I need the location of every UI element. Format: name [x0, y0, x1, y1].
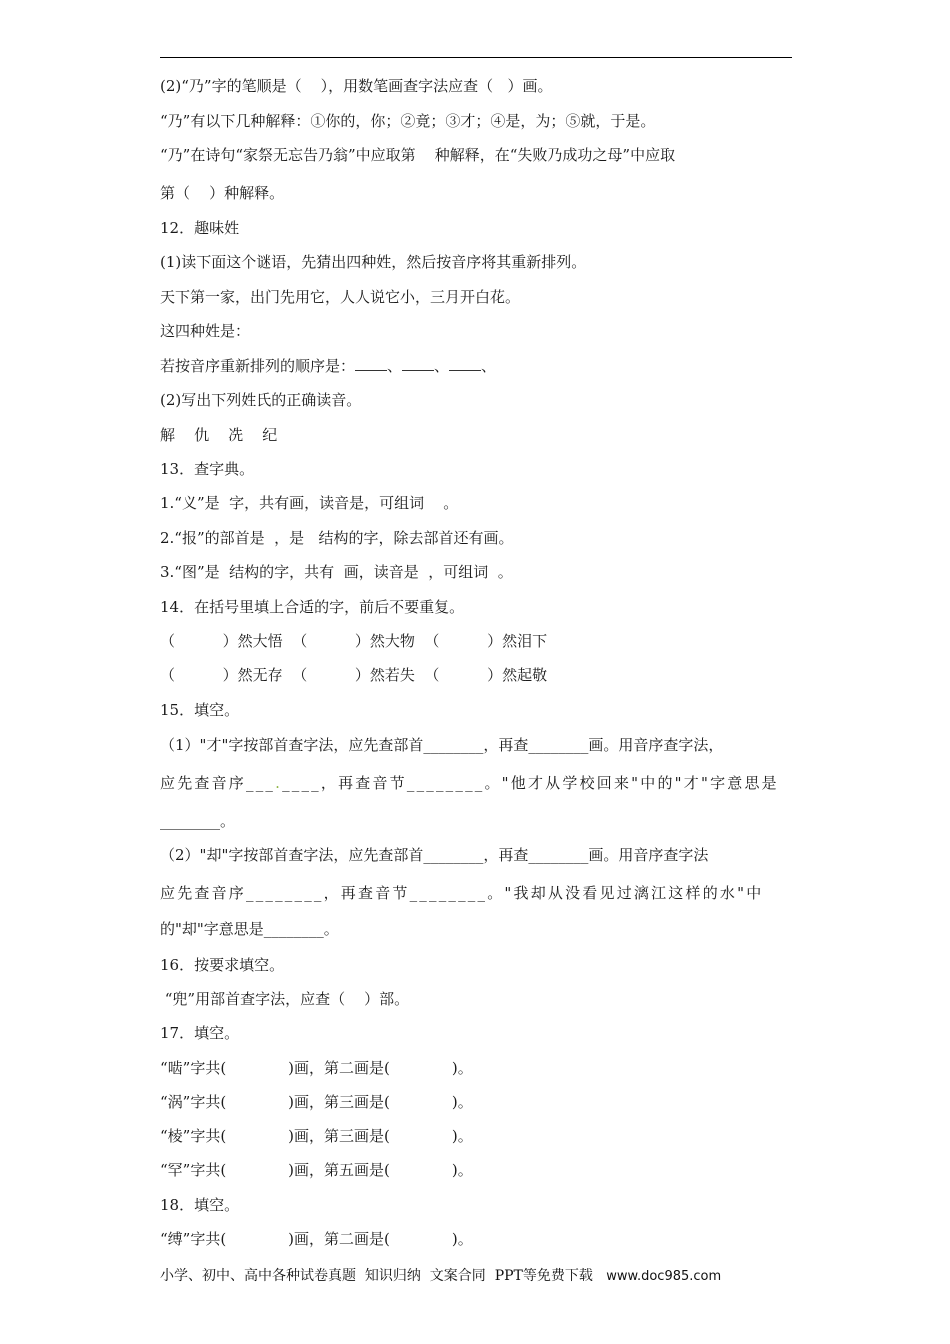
q15-part1-line2: 应先查音序___.____，再查音节________。"他才从学校回来"中的"才"字意思是 — [160, 774, 779, 792]
q17-item4: “罕”字共( )画，第五画是( )。 — [160, 1161, 473, 1179]
q11-answer-line: 第（ ）种解释。 — [160, 184, 285, 202]
q12-part2: (2)写出下列姓氏的正确读音。 — [160, 391, 362, 409]
q15-heading: 15．填空。 — [160, 701, 240, 719]
q17-item2: “涡”字共( )画，第三画是( )。 — [160, 1093, 473, 1111]
q13-item3: 3.“图”是 结构的字，共有 画，读音是 ，可组词 。 — [160, 563, 513, 581]
q15-part2-line1: （2）"却"字按部首查字法，应先查部首________，再查________画。用音序查字法 — [160, 846, 709, 864]
header-rule — [160, 57, 792, 58]
q12-characters: 解 仇 冼 纪 — [160, 426, 278, 444]
blank-1[interactable] — [355, 356, 387, 371]
blank-2[interactable] — [402, 356, 434, 371]
q14-row2: （ ）然无存 （ ）然若失 （ ）然起敬 — [160, 666, 548, 684]
blank-3[interactable] — [449, 356, 481, 371]
footer — [160, 1266, 800, 1287]
q18-heading: 18．填空。 — [160, 1196, 240, 1214]
q11-poem-line: “乃”在诗句“家祭无忘告乃翁”中应取第 种解释，在“失败乃成功之母”中应取 — [160, 146, 676, 164]
q15-part1-line1: （1）"才"字按部首查字法，应先查部首________，再查________画。用音序查字法， — [160, 736, 724, 754]
q12-heading: 12．趣味姓 — [160, 219, 240, 237]
q13-item1: 1.“义”是 字，共有画，读音是，可组词 。 — [160, 494, 459, 512]
q12-surnames: 这四种姓是： — [160, 322, 251, 340]
q17-item1: “啮”字共( )画，第二画是( )。 — [160, 1059, 473, 1077]
q18-item1: “缚”字共( )画，第二画是( )。 — [160, 1230, 473, 1248]
footer-text: 小学、初中、高中各种试卷真题 知识归纳 文案合同 PPT等免费下载 — [160, 1268, 593, 1284]
footer-url[interactable]: www.doc985.com — [606, 1269, 722, 1284]
q14-row1: （ ）然大悟 （ ）然大物 （ ）然泪下 — [160, 632, 548, 650]
q15-part2-line2: 应先查音序________，再查音节________。"我却从没看见过漓江这样的水"中 — [160, 884, 764, 902]
q16-heading: 16．按要求填空。 — [160, 956, 285, 974]
q17-item3: “棱”字共( )画，第三画是( )。 — [160, 1127, 473, 1145]
q13-item2: 2.“报”的部首是 ，是 结构的字，除去部首还有画。 — [160, 529, 514, 547]
q13-heading: 13．查字典。 — [160, 460, 255, 478]
q14-heading: 14．在括号里填上合适的字，前后不要重复。 — [160, 598, 465, 616]
q15-part2-line3: 的"却"字意思是________。 — [160, 920, 339, 938]
q11-part2-line: (2)“乃”字的笔顺是（ ），用数笔画查字法应查（ ）画。 — [160, 77, 553, 95]
q11-meanings-line: “乃”有以下几种解释：①你的，你；②竟；③才；④是，为；⑤就，于是。 — [160, 112, 656, 130]
q12-riddle: 天下第一家，出门先用它，人人说它小，三月开白花。 — [160, 288, 521, 306]
q12-order-line: 若按音序重新排列的顺序是： 、 、 、 — [160, 357, 497, 375]
q12-part1: (1)读下面这个谜语，先猜出四种姓，然后按音序将其重新排列。 — [160, 253, 587, 271]
q16-item: “兜”用部首查字法，应查（ ）部。 — [160, 990, 410, 1008]
q15-part1-line3: ________。 — [160, 812, 236, 830]
q17-heading: 17．填空。 — [160, 1024, 240, 1042]
